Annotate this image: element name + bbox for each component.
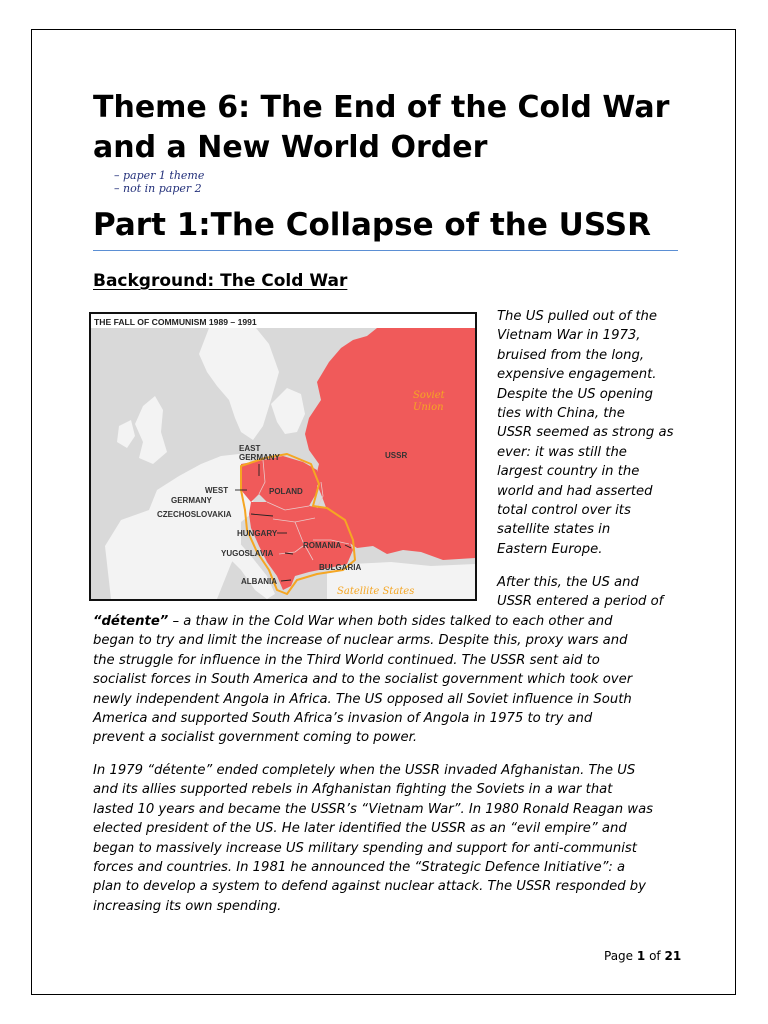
- text-line: – a thaw in the Cold War when both sides talked to each other and: [168, 614, 613, 629]
- part-title: Part 1:The Collapse of the USSR: [93, 207, 651, 243]
- text-line: newly independent Angola in Africa. The US opposed all Soviet influence in South: [93, 691, 632, 707]
- label-ussr: USSR: [385, 451, 408, 460]
- text-line: In 1979 “détente” ended completely when the USSR invaded Afghanistan. The US: [93, 763, 636, 778]
- text-line: America and supported South Africa’s invasion of Angola in 1975 to try and: [93, 711, 593, 727]
- detente-term: “détente”: [93, 614, 169, 629]
- text-line: lasted 10 years and became the USSR’s “Vietnam War”. In 1980 Ronald Reagan was: [93, 801, 654, 817]
- text-line: Eastern Europe.: [497, 541, 603, 557]
- text-line: forces and countries. In 1981 he announced the “Strategic Defence Initiative”: a: [93, 860, 626, 876]
- label-east-germany-1: EAST: [239, 444, 261, 453]
- text-line: satellite states in: [497, 522, 611, 538]
- text-line: plan to develop a system to defend against nuclear attack. The USSR responded by: [93, 879, 646, 895]
- handwritten-note-not-paper-2: – not in paper 2: [114, 182, 202, 195]
- label-romania: ROMANIA: [303, 541, 342, 550]
- page-word: Page: [604, 949, 634, 963]
- text-line: the struggle for influence in the Third World continued. The USSR sent aid to: [93, 652, 600, 668]
- paragraph-afghanistan: [93, 761, 683, 916]
- text-line: elected president of the US. He later identified the USSR as an “evil empire” and: [93, 821, 627, 837]
- page-of-word: of: [649, 949, 661, 963]
- label-hungary: HUNGARY: [237, 529, 278, 538]
- label-yugoslavia: YUGOSLAVIA: [221, 549, 274, 558]
- fall-of-communism-map: [89, 312, 477, 601]
- label-bulgaria: BULGARIA: [319, 563, 362, 572]
- text-line: began to try and limit the increase of nuclear arms. Despite this, proxy wars and: [93, 633, 628, 649]
- label-czechoslovakia: CZECHOSLOVAKIA: [157, 510, 232, 519]
- label-poland: POLAND: [269, 487, 303, 496]
- map-title: THE FALL OF COMMUNISM 1989 – 1991: [94, 317, 257, 327]
- paragraph-detente: [93, 612, 683, 748]
- text-line: After this, the US and: [497, 575, 639, 590]
- text-line: ever: it was still the: [497, 444, 627, 460]
- text-line: The US pulled out of the: [497, 309, 658, 324]
- annotation-satellite-states: Satellite States: [337, 586, 415, 597]
- page-number: [604, 948, 681, 964]
- text-line: and its allies supported rebels in Afghanistan fighting the Soviets in a war that: [93, 782, 613, 798]
- text-line: increasing its own spending.: [93, 898, 282, 914]
- text-line: USSR entered a period of: [497, 594, 664, 610]
- text-line: ties with China, the: [497, 406, 625, 422]
- map-graphic: [91, 314, 475, 599]
- section-heading: Background: The Cold War: [93, 271, 348, 291]
- text-line: prevent a socialist government coming to power.: [93, 730, 418, 746]
- page-current: 1: [636, 949, 646, 963]
- annotation-union: Union: [413, 402, 444, 413]
- text-line: world and had asserted: [497, 483, 653, 499]
- label-albania: ALBANIA: [241, 577, 277, 586]
- page-total: 21: [664, 949, 682, 963]
- label-west-germany-2: GERMANY: [171, 496, 212, 505]
- text-line: total control over its: [497, 503, 631, 519]
- label-east-germany-2: GERMANY: [239, 453, 280, 462]
- paragraph-detente-intro: [497, 573, 683, 612]
- text-line: bruised from the long,: [497, 347, 645, 363]
- handwritten-note-paper-1: – paper 1 theme: [114, 169, 205, 182]
- text-line: largest country in the: [497, 464, 640, 480]
- text-line: expensive engagement.: [497, 367, 657, 383]
- text-line: USSR seemed as strong as: [497, 425, 674, 441]
- text-line: socialist forces in South America and to the socialist government which took over: [93, 672, 633, 688]
- theme-title: Theme 6: The End of the Cold War and a New World Order: [93, 90, 670, 165]
- text-line: Vietnam War in 1973,: [497, 328, 641, 344]
- part-title-rule: [93, 250, 678, 251]
- annotation-soviet: Soviet: [413, 390, 445, 401]
- paragraph-vietnam: [497, 307, 683, 559]
- label-west-germany-1: WEST: [205, 486, 229, 495]
- text-line: Despite the US opening: [497, 386, 654, 402]
- text-line: began to massively increase US military spending and support for anti-communist: [93, 840, 637, 856]
